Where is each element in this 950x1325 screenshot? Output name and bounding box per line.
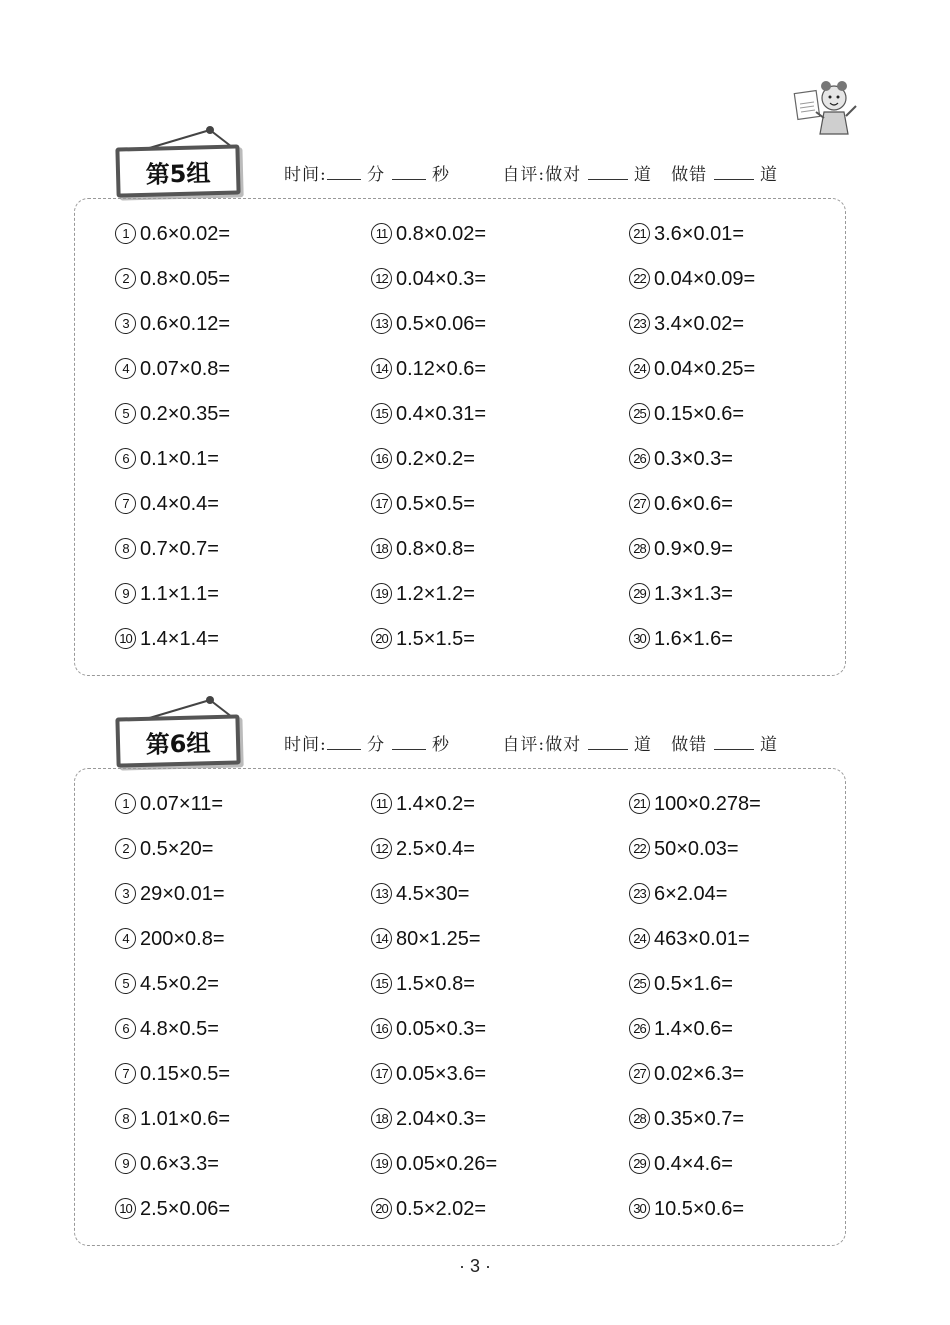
problem-number: 20	[371, 628, 392, 649]
problem-number: 29	[629, 1153, 650, 1174]
problem-number: 25	[629, 973, 650, 994]
problem-number: 9	[115, 583, 136, 604]
problem-number: 5	[115, 403, 136, 424]
problem-number: 6	[115, 1018, 136, 1039]
problem-item	[115, 493, 230, 538]
problem-number: 30	[629, 1198, 650, 1219]
wrong-unit: 道	[759, 735, 778, 755]
problem-expression: 0.6×0.6=	[654, 493, 733, 515]
problem-item	[371, 838, 497, 883]
seconds-blank[interactable]	[392, 165, 426, 180]
problem-number: 21	[629, 223, 650, 244]
problem-expression: 200×0.8=	[140, 928, 225, 950]
problem-item	[629, 1018, 761, 1063]
set-title-sign	[116, 694, 240, 759]
minutes-blank[interactable]	[327, 165, 361, 180]
problem-item	[371, 493, 486, 538]
problem-item	[371, 793, 497, 838]
problem-item	[371, 973, 497, 1018]
problem-expression: 1.1×1.1=	[140, 583, 219, 605]
problem-column	[629, 223, 755, 673]
problem-item	[371, 1018, 497, 1063]
problem-number: 17	[371, 493, 392, 514]
problem-expression: 0.15×0.6=	[654, 403, 745, 425]
problem-item	[629, 538, 755, 583]
problem-item	[371, 883, 497, 928]
problem-expression: 0.6×3.3=	[140, 1153, 219, 1175]
problem-number: 8	[115, 538, 136, 559]
problem-item	[371, 538, 486, 583]
problem-number: 20	[371, 1198, 392, 1219]
problem-item	[115, 403, 230, 448]
problem-expression: 2.04×0.3=	[396, 1108, 487, 1130]
problem-number: 7	[115, 1063, 136, 1084]
problem-item	[629, 628, 755, 673]
problem-expression: 0.2×0.35=	[140, 403, 231, 425]
wrong-count-blank[interactable]	[714, 735, 754, 750]
minute-label: 分	[367, 165, 386, 185]
problem-expression: 1.01×0.6=	[140, 1108, 231, 1130]
problem-expression: 29×0.01=	[140, 883, 225, 905]
problem-number: 18	[371, 538, 392, 559]
problem-expression: 1.6×1.6=	[654, 628, 733, 650]
problem-expression: 0.6×0.12=	[140, 313, 231, 335]
problem-expression: 4.8×0.5=	[140, 1018, 219, 1040]
problem-expression: 0.6×0.02=	[140, 223, 231, 245]
problem-number: 5	[115, 973, 136, 994]
minute-label: 分	[367, 735, 386, 755]
problem-item	[115, 793, 230, 838]
problem-expression: 3.6×0.01=	[654, 223, 745, 245]
problem-item	[371, 583, 486, 628]
problem-number: 24	[629, 358, 650, 379]
problem-expression: 0.9×0.9=	[654, 538, 733, 560]
set-title: 第6组	[115, 714, 240, 767]
problem-item	[371, 1153, 497, 1198]
problem-expression: 6×2.04=	[654, 883, 728, 905]
problem-item	[115, 583, 230, 628]
problem-item	[629, 268, 755, 313]
problem-number: 13	[371, 883, 392, 904]
problem-item	[115, 313, 230, 358]
problems-box	[74, 768, 846, 1246]
girl-holding-100-score-paper-illustration	[790, 78, 862, 140]
problem-number: 16	[371, 448, 392, 469]
problem-number: 2	[115, 838, 136, 859]
problem-number: 2	[115, 268, 136, 289]
problem-expression: 0.7×0.7=	[140, 538, 219, 560]
problem-column	[115, 223, 230, 673]
problem-expression: 0.02×6.3=	[654, 1063, 745, 1085]
problem-expression: 1.2×1.2=	[396, 583, 475, 605]
problem-expression: 100×0.278=	[654, 793, 761, 815]
problem-item	[115, 838, 230, 883]
problem-number: 25	[629, 403, 650, 424]
problem-number: 4	[115, 358, 136, 379]
problem-number: 23	[629, 313, 650, 334]
answer-header	[284, 730, 778, 755]
problem-expression: 4.5×0.2=	[140, 973, 219, 995]
problem-expression: 0.05×3.6=	[396, 1063, 487, 1085]
problem-expression: 0.05×0.3=	[396, 1018, 487, 1040]
problems-box	[74, 198, 846, 676]
problem-item	[629, 583, 755, 628]
problem-column	[371, 793, 497, 1243]
problem-expression: 1.4×0.6=	[654, 1018, 733, 1040]
seconds-blank[interactable]	[392, 735, 426, 750]
time-label: 时间:	[284, 165, 327, 185]
problem-number: 4	[115, 928, 136, 949]
problem-item	[115, 1108, 230, 1153]
set-title: 第5组	[115, 144, 240, 197]
problem-item	[115, 973, 230, 1018]
correct-count-blank[interactable]	[588, 165, 628, 180]
problem-column	[629, 793, 761, 1243]
problem-expression: 0.8×0.8=	[396, 538, 475, 560]
answer-header	[284, 160, 778, 185]
problem-number: 22	[629, 838, 650, 859]
problem-expression: 0.04×0.3=	[396, 268, 487, 290]
problem-item	[371, 1063, 497, 1108]
problem-item	[371, 268, 486, 313]
problem-number: 7	[115, 493, 136, 514]
problem-expression: 0.2×0.2=	[396, 448, 475, 470]
problem-item	[115, 1153, 230, 1198]
problem-item	[629, 1198, 761, 1243]
correct-unit: 道	[633, 735, 652, 755]
problem-expression: 10.5×0.6=	[654, 1198, 745, 1220]
problem-expression: 0.05×0.26=	[396, 1153, 498, 1175]
minutes-blank[interactable]	[327, 735, 361, 750]
wrong-label: 做错	[671, 735, 708, 755]
problem-number: 1	[115, 223, 136, 244]
problem-number: 18	[371, 1108, 392, 1129]
problem-number: 17	[371, 1063, 392, 1084]
problem-item	[629, 448, 755, 493]
problem-item	[371, 403, 486, 448]
problem-item	[371, 628, 486, 673]
problem-expression: 0.04×0.25=	[654, 358, 756, 380]
problem-number: 3	[115, 313, 136, 334]
problem-number: 19	[371, 583, 392, 604]
problem-item	[115, 1198, 230, 1243]
problem-number: 16	[371, 1018, 392, 1039]
problem-number: 30	[629, 628, 650, 649]
problem-number: 1	[115, 793, 136, 814]
problem-number: 26	[629, 1018, 650, 1039]
problem-item	[629, 1108, 761, 1153]
problem-expression: 0.07×11=	[140, 793, 224, 815]
set-title-sign	[116, 124, 240, 189]
problem-column	[371, 223, 486, 673]
problem-item	[629, 223, 755, 268]
problem-expression: 4.5×30=	[396, 883, 470, 905]
problem-item	[629, 403, 755, 448]
problem-item	[371, 448, 486, 493]
problem-item	[629, 883, 761, 928]
problem-expression: 0.4×4.6=	[654, 1153, 733, 1175]
problem-expression: 1.3×1.3=	[654, 583, 733, 605]
problem-expression: 0.5×1.6=	[654, 973, 733, 995]
wrong-unit: 道	[759, 165, 778, 185]
problem-number: 9	[115, 1153, 136, 1174]
problem-expression: 0.3×0.3=	[654, 448, 733, 470]
self-eval-label: 自评:做对	[502, 165, 582, 185]
problem-expression: 1.5×1.5=	[396, 628, 475, 650]
wrong-count-blank[interactable]	[714, 165, 754, 180]
problem-expression: 3.4×0.02=	[654, 313, 745, 335]
problem-item	[371, 313, 486, 358]
problem-number: 26	[629, 448, 650, 469]
problem-expression: 2.5×0.06=	[140, 1198, 231, 1220]
problem-number: 29	[629, 583, 650, 604]
problem-number: 14	[371, 358, 392, 379]
problem-item	[371, 358, 486, 403]
problem-expression: 50×0.03=	[654, 838, 739, 860]
problem-item	[629, 793, 761, 838]
problem-expression: 1.5×0.8=	[396, 973, 475, 995]
problem-number: 15	[371, 973, 392, 994]
problem-expression: 0.8×0.05=	[140, 268, 231, 290]
problem-number: 27	[629, 493, 650, 514]
problem-expression: 0.5×0.06=	[396, 313, 487, 335]
problem-number: 21	[629, 793, 650, 814]
problem-expression: 0.8×0.02=	[396, 223, 487, 245]
problem-item	[115, 358, 230, 403]
problem-expression: 0.4×0.4=	[140, 493, 219, 515]
problem-item	[115, 883, 230, 928]
problem-number: 28	[629, 1108, 650, 1129]
second-label: 秒	[431, 165, 450, 185]
page-number: · 3 ·	[458, 1256, 491, 1276]
problem-expression: 463×0.01=	[654, 928, 750, 950]
problem-expression: 0.4×0.31=	[396, 403, 487, 425]
problem-item	[629, 1153, 761, 1198]
problem-item	[629, 358, 755, 403]
problem-item	[115, 538, 230, 583]
problem-expression: 0.04×0.09=	[654, 268, 756, 290]
wrong-label: 做错	[671, 165, 708, 185]
time-label: 时间:	[284, 735, 327, 755]
problem-expression: 0.15×0.5=	[140, 1063, 231, 1085]
problem-expression: 0.5×0.5=	[396, 493, 475, 515]
problem-number: 11	[371, 223, 392, 244]
problem-expression: 80×1.25=	[396, 928, 481, 950]
problem-number: 19	[371, 1153, 392, 1174]
problem-item	[115, 1018, 230, 1063]
problem-item	[371, 928, 497, 973]
problem-item	[629, 838, 761, 883]
problem-expression: 1.4×1.4=	[140, 628, 219, 650]
problem-number: 14	[371, 928, 392, 949]
problem-number: 23	[629, 883, 650, 904]
problem-number: 15	[371, 403, 392, 424]
problem-item	[371, 223, 486, 268]
correct-unit: 道	[633, 165, 652, 185]
problem-item	[115, 928, 230, 973]
problem-number: 10	[115, 1198, 136, 1219]
self-eval-label: 自评:做对	[502, 735, 582, 755]
second-label: 秒	[431, 735, 450, 755]
problem-item	[115, 268, 230, 313]
problem-item	[629, 928, 761, 973]
problem-expression: 0.5×20=	[140, 838, 214, 860]
problem-item	[115, 628, 230, 673]
problem-number: 8	[115, 1108, 136, 1129]
problem-number: 10	[115, 628, 136, 649]
correct-count-blank[interactable]	[588, 735, 628, 750]
problem-item	[115, 223, 230, 268]
problem-expression: 0.1×0.1=	[140, 448, 219, 470]
problem-expression: 0.12×0.6=	[396, 358, 487, 380]
problem-number: 3	[115, 883, 136, 904]
problem-item	[629, 973, 761, 1018]
problem-number: 11	[371, 793, 392, 814]
problem-number: 24	[629, 928, 650, 949]
problem-item	[629, 1063, 761, 1108]
problem-number: 12	[371, 268, 392, 289]
problem-expression: 0.5×2.02=	[396, 1198, 487, 1220]
problem-item	[371, 1108, 497, 1153]
problem-expression: 1.4×0.2=	[396, 793, 475, 815]
problem-item	[629, 313, 755, 358]
problem-number: 13	[371, 313, 392, 334]
problem-number: 27	[629, 1063, 650, 1084]
problem-expression: 0.35×0.7=	[654, 1108, 745, 1130]
problem-number: 28	[629, 538, 650, 559]
problem-item	[629, 493, 755, 538]
problem-item	[115, 1063, 230, 1108]
problem-number: 6	[115, 448, 136, 469]
problem-expression: 0.07×0.8=	[140, 358, 231, 380]
problem-item	[371, 1198, 497, 1243]
problem-item	[115, 448, 230, 493]
problem-number: 12	[371, 838, 392, 859]
problem-expression: 2.5×0.4=	[396, 838, 475, 860]
problem-column	[115, 793, 230, 1243]
problem-number: 22	[629, 268, 650, 289]
